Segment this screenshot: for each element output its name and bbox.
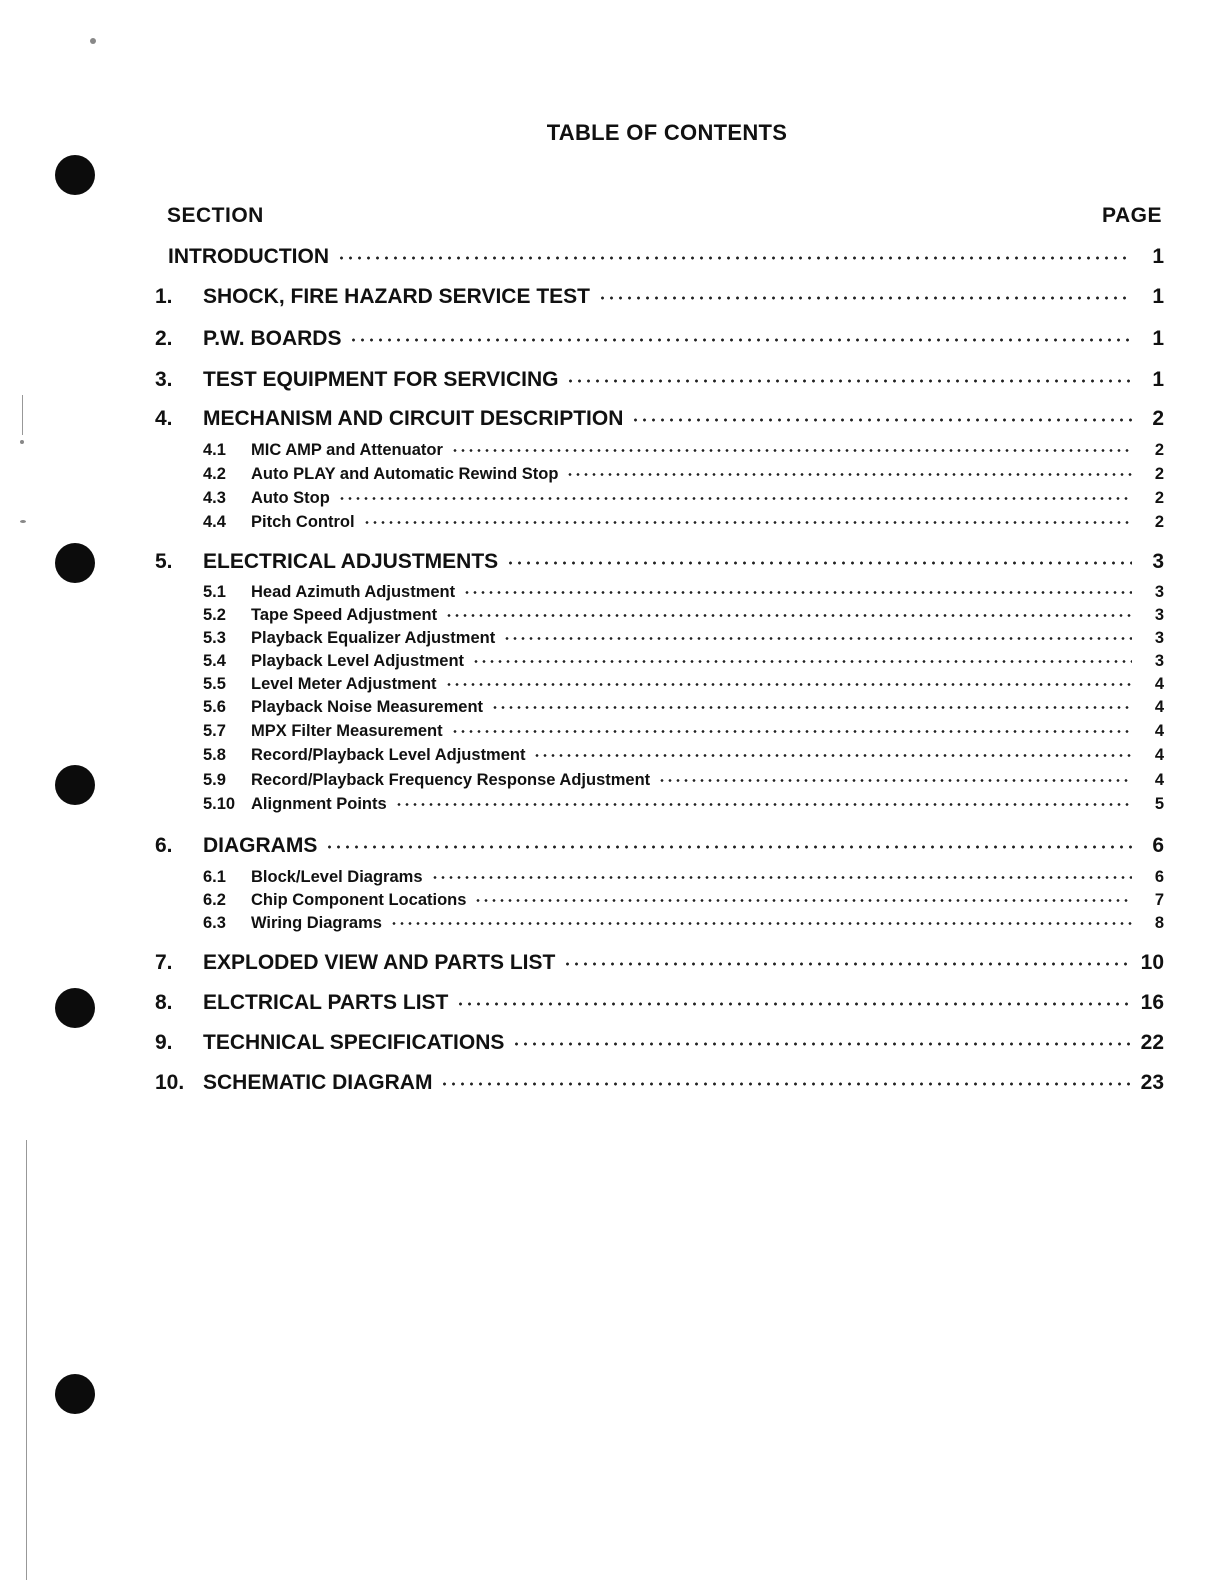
toc-subsection-entry	[203, 438, 1164, 460]
toc-entry-label: Auto PLAY and Automatic Rewind Stop	[251, 464, 559, 483]
dot-leader	[451, 436, 1132, 453]
toc-entry-page: 2	[1154, 488, 1164, 507]
toc-entry-label: ELECTRICAL ADJUSTMENTS	[203, 550, 499, 573]
toc-entry-label: Record/Playback Level Adjustment	[251, 745, 526, 764]
toc-section-entry	[155, 831, 1164, 861]
toc-entry-page: 23	[1140, 1071, 1164, 1094]
dot-leader	[451, 717, 1132, 734]
scan-speck	[20, 440, 24, 444]
dot-leader	[631, 402, 1132, 423]
toc-section-entry	[155, 547, 1164, 577]
toc-entry-number: 5.7	[203, 721, 226, 740]
toc-entry-number: 5.9	[203, 770, 226, 789]
punch-hole	[55, 765, 95, 805]
toc-entry-number: 6.	[155, 834, 173, 857]
toc-entry-number: 4.	[155, 407, 173, 430]
dot-leader	[506, 545, 1132, 566]
dot-leader	[491, 693, 1132, 710]
toc-section-entry	[155, 1028, 1164, 1058]
toc-entry-number: 4.3	[203, 488, 226, 507]
toc-entry-page: 1	[1152, 327, 1164, 350]
toc-entry-label: TEST EQUIPMENT FOR SERVICING	[203, 368, 559, 391]
toc-entry-page: 2	[1154, 440, 1164, 459]
toc-entry-label: Playback Level Adjustment	[251, 651, 465, 670]
toc-entry-page: 5	[1154, 794, 1164, 813]
toc-entry-label: Level Meter Adjustment	[251, 674, 437, 693]
toc-entry-number: 4.2	[203, 464, 226, 483]
toc-subsection-entry	[203, 695, 1164, 717]
dot-leader	[598, 280, 1132, 301]
page-column-header: PAGE	[1102, 204, 1162, 227]
toc-subsection-entry	[203, 462, 1164, 484]
toc-subsection-entry	[203, 486, 1164, 508]
toc-entry-page: 2	[1154, 464, 1164, 483]
toc-subsection-entry	[203, 580, 1164, 602]
dot-leader	[512, 1026, 1130, 1047]
dot-leader	[445, 670, 1132, 687]
toc-subsection-entry	[203, 649, 1164, 671]
toc-entry-number: 4.4	[203, 512, 226, 531]
toc-subsection-entry	[203, 768, 1164, 790]
toc-section-entry	[155, 365, 1164, 395]
toc-section-entry	[155, 404, 1164, 434]
toc-entry-page: 4	[1154, 745, 1164, 764]
toc-entry-number: 3.	[155, 368, 173, 391]
toc-entry-number: 5.	[155, 550, 173, 573]
toc-entry-number: 8.	[155, 991, 173, 1014]
toc-entry-label: DIAGRAMS	[203, 834, 318, 857]
toc-subsection-entry	[203, 603, 1164, 625]
toc-entry-page: 7	[1154, 890, 1164, 909]
scan-speck	[20, 520, 26, 523]
scan-margin-line	[22, 395, 23, 435]
toc-subsection-entry	[203, 865, 1164, 887]
toc-section-entry	[155, 948, 1164, 978]
toc-entry-label: Playback Noise Measurement	[251, 697, 484, 716]
toc-entry-label: P.W. BOARDS	[203, 327, 342, 350]
toc-entry-page: 4	[1154, 721, 1164, 740]
toc-entry-page: 3	[1154, 582, 1164, 601]
scan-speck	[90, 38, 96, 44]
toc-entry-page: 2	[1152, 407, 1164, 430]
toc-subsection-entry	[203, 743, 1164, 765]
page-title: TABLE OF CONTENTS	[546, 120, 788, 145]
toc-subsection-entry	[203, 888, 1164, 910]
toc-subsection-entry	[203, 510, 1164, 532]
toc-entry-label: Record/Playback Frequency Response Adjustment	[251, 770, 651, 789]
toc-subsection-entry	[203, 792, 1164, 814]
toc-entry-page: 6	[1154, 867, 1164, 886]
toc-entry-page: 3	[1152, 550, 1164, 573]
dot-leader	[503, 624, 1132, 641]
toc-entry-label: INTRODUCTION	[168, 245, 329, 268]
section-column-header: SECTION	[167, 204, 264, 227]
toc-entry-label: Block/Level Diagrams	[251, 867, 423, 886]
dot-leader	[440, 1066, 1130, 1087]
toc-entry-page: 4	[1154, 674, 1164, 693]
toc-entry-number: 5.1	[203, 582, 226, 601]
toc-entry-label: SCHEMATIC DIAGRAM	[203, 1071, 433, 1094]
toc-entry-page: 1	[1152, 285, 1164, 308]
dot-leader	[338, 484, 1132, 501]
toc-entry-number: 5.3	[203, 628, 226, 647]
toc-entry-page: 1	[1152, 245, 1164, 268]
toc-entry-page: 22	[1140, 1031, 1164, 1054]
dot-leader	[472, 647, 1132, 664]
toc-entry-label: EXPLODED VIEW AND PARTS LIST	[203, 951, 556, 974]
toc-entry-page: 3	[1154, 651, 1164, 670]
punch-hole	[55, 543, 95, 583]
toc-entry-page: 3	[1154, 628, 1164, 647]
dot-leader	[349, 322, 1132, 343]
toc-entry-number: 6.3	[203, 913, 226, 932]
toc-entry-page: 8	[1154, 913, 1164, 932]
dot-leader	[325, 829, 1132, 850]
toc-entry-number: 5.6	[203, 697, 226, 716]
punch-hole	[55, 155, 95, 195]
toc-entry-label: Auto Stop	[251, 488, 330, 507]
punch-hole	[55, 988, 95, 1028]
toc-entry-label: Tape Speed Adjustment	[251, 605, 438, 624]
toc-entry-number: 6.2	[203, 890, 226, 909]
toc-entry-label: Head Azimuth Adjustment	[251, 582, 456, 601]
toc-section-entry	[155, 988, 1164, 1018]
toc-entry-label: Pitch Control	[251, 512, 355, 531]
dot-leader	[445, 601, 1132, 618]
toc-entry-page: 10	[1140, 951, 1164, 974]
toc-entry-number: 4.1	[203, 440, 226, 459]
toc-section-entry	[155, 324, 1164, 354]
punch-hole	[55, 1374, 95, 1414]
toc-entry-page: 1	[1152, 368, 1164, 391]
toc-entry-label: Wiring Diagrams	[251, 913, 382, 932]
dot-leader	[658, 766, 1132, 783]
toc-entry-number: 1.	[155, 285, 173, 308]
dot-leader	[431, 863, 1133, 880]
toc-entry-number: 7.	[155, 951, 173, 974]
dot-leader	[474, 886, 1132, 903]
dot-leader	[533, 741, 1132, 758]
toc-entry-label: Chip Component Locations	[251, 890, 467, 909]
toc-section-entry	[168, 242, 1164, 272]
toc-entry-page: 3	[1154, 605, 1164, 624]
dot-leader	[456, 986, 1130, 1007]
toc-entry-number: 10.	[155, 1071, 185, 1094]
toc-section-entry	[155, 282, 1164, 312]
toc-entry-page: 4	[1154, 697, 1164, 716]
toc-entry-page: 6	[1152, 834, 1164, 857]
dot-leader	[363, 508, 1132, 525]
toc-entry-label: Playback Equalizer Adjustment	[251, 628, 496, 647]
toc-entry-number: 2.	[155, 327, 173, 350]
toc-entry-page: 4	[1154, 770, 1164, 789]
toc-entry-number: 5.10	[203, 794, 236, 813]
dot-leader	[395, 790, 1132, 807]
toc-subsection-entry	[203, 719, 1164, 741]
toc-entry-number: 5.5	[203, 674, 226, 693]
scan-margin-line	[26, 1140, 27, 1580]
toc-section-entry	[155, 1068, 1164, 1098]
dot-leader	[390, 909, 1132, 926]
toc-entry-label: MECHANISM AND CIRCUIT DESCRIPTION	[203, 407, 624, 430]
toc-entry-label: MPX Filter Measurement	[251, 721, 443, 740]
dot-leader	[463, 578, 1132, 595]
dot-leader	[563, 946, 1130, 967]
toc-entry-label: TECHNICAL SPECIFICATIONS	[203, 1031, 505, 1054]
toc-subsection-entry	[203, 626, 1164, 648]
toc-entry-label: MIC AMP and Attenuator	[251, 440, 443, 459]
toc-entry-number: 9.	[155, 1031, 173, 1054]
toc-entry-label: Alignment Points	[251, 794, 387, 813]
toc-entry-page: 16	[1140, 991, 1164, 1014]
toc-entry-number: 5.4	[203, 651, 226, 670]
dot-leader	[337, 240, 1132, 261]
toc-subsection-entry	[203, 672, 1164, 694]
dot-leader	[566, 460, 1132, 477]
dot-leader	[566, 363, 1132, 384]
toc-entry-label: SHOCK, FIRE HAZARD SERVICE TEST	[203, 285, 590, 308]
toc-subsection-entry	[203, 911, 1164, 933]
toc-entry-number: 5.2	[203, 605, 226, 624]
toc-entry-page: 2	[1154, 512, 1164, 531]
toc-entry-number: 6.1	[203, 867, 226, 886]
toc-entry-label: ELCTRICAL PARTS LIST	[203, 991, 449, 1014]
toc-entry-number: 5.8	[203, 745, 226, 764]
